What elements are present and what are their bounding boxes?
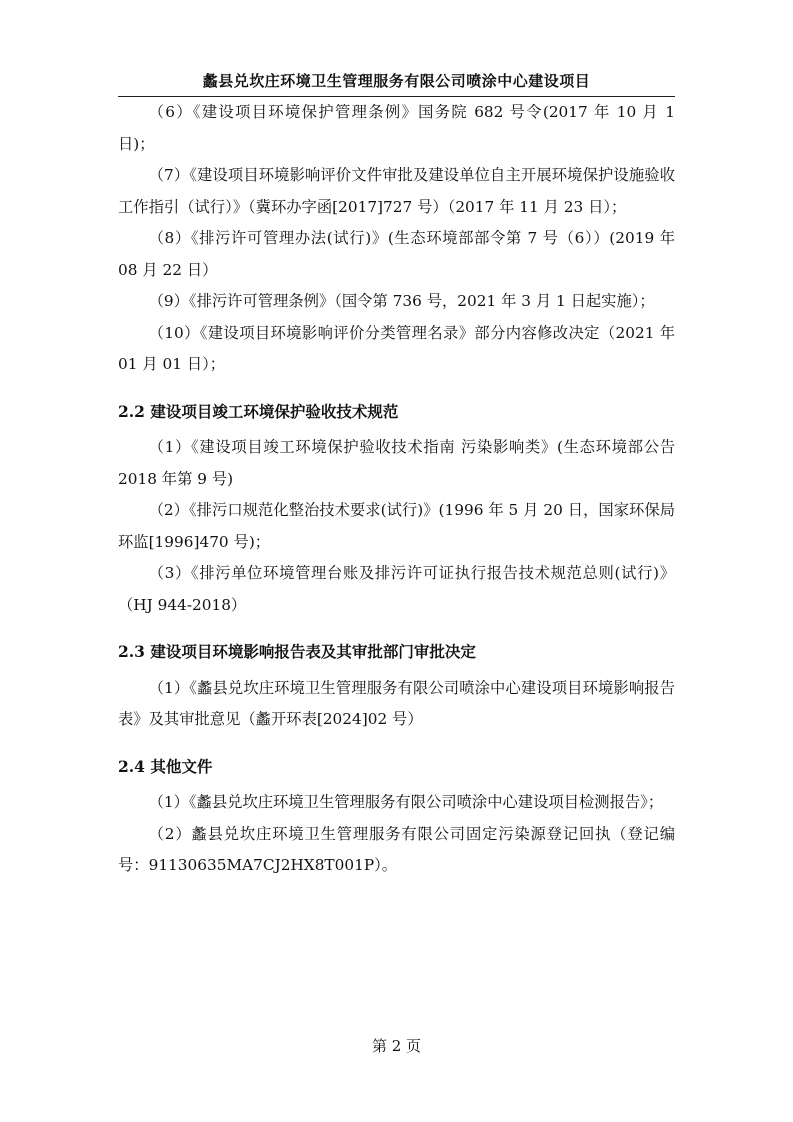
section-2-2-item-3: （3）《排污单位环境管理台账及排污许可证执行报告技术规范总则(试行)》（HJ 944-2018）: [118, 564, 675, 614]
page-header: [118, 70, 675, 97]
section-title-2-4: 2.4 其他文件: [118, 756, 213, 776]
section-title-2-3: 2.3 建设项目环境影响报告表及其审批部门审批决定: [118, 642, 476, 661]
section-2-4-item-1: （1）《蠡县兑坎庄环境卫生管理服务有限公司喷涂中心建设项目检测报告》；: [148, 793, 664, 811]
section-title-2-2: 2.2 建设项目竣工环境保护验收技术规范: [118, 401, 399, 421]
regulation-item-8: （8）《排污许可管理办法(试行)》(生态环境部部令第 7 号（6））(2019 年 08 月 22 日）: [118, 229, 675, 279]
section-2-2-item-1: （1）《建设项目竣工环境保护验收技术指南 污染影响类》(生态环境部公告 2018 年第 9 号): [118, 438, 675, 488]
section-2-3-item-1: （1）《蠡县兑坎庄环境卫生管理服务有限公司喷涂中心建设项目环境影响报告表》及其审批意见（蠡开环表[2024]02 号）: [118, 678, 675, 728]
regulation-item-7: （7）《建设项目环境影响评价文件审批及建设单位自主开展环境保护设施验收工作指引（试行）》（冀环办字函[2017]727 号）（2017 年 11 月 23 日）；: [118, 166, 675, 216]
regulation-item-6: （6）《建设项目环境保护管理条例》国务院 682 号令(2017 年 10 月 1 日)；: [118, 103, 675, 153]
page-number: 第 2 页: [371, 1037, 422, 1055]
regulation-item-10: （10）《建设项目环境影响评价分类管理名录》部分内容修改决定（2021 年 01 月 01 日）；: [118, 323, 675, 373]
document-body: [118, 97, 675, 882]
header-title: 蠡县兑坎庄环境卫生管理服务有限公司喷涂中心建设项目: [202, 72, 591, 90]
page-footer: [0, 1036, 793, 1056]
section-2-4-item-2: （2）蠡县兑坎庄环境卫生管理服务有限公司固定污染源登记回执（登记编号：91130635MA7CJ2HX8T001P）。: [118, 824, 675, 874]
regulation-item-9: （9）《排污许可管理条例》（国令第 736 号，2021 年 3 月 1 日起实施）；: [148, 292, 655, 310]
section-2-2-item-2: （2）《排污口规范化整治技术要求(试行)》(1996 年 5 月 20 日，国家环保局环监[1996]470 号)；: [118, 501, 675, 551]
